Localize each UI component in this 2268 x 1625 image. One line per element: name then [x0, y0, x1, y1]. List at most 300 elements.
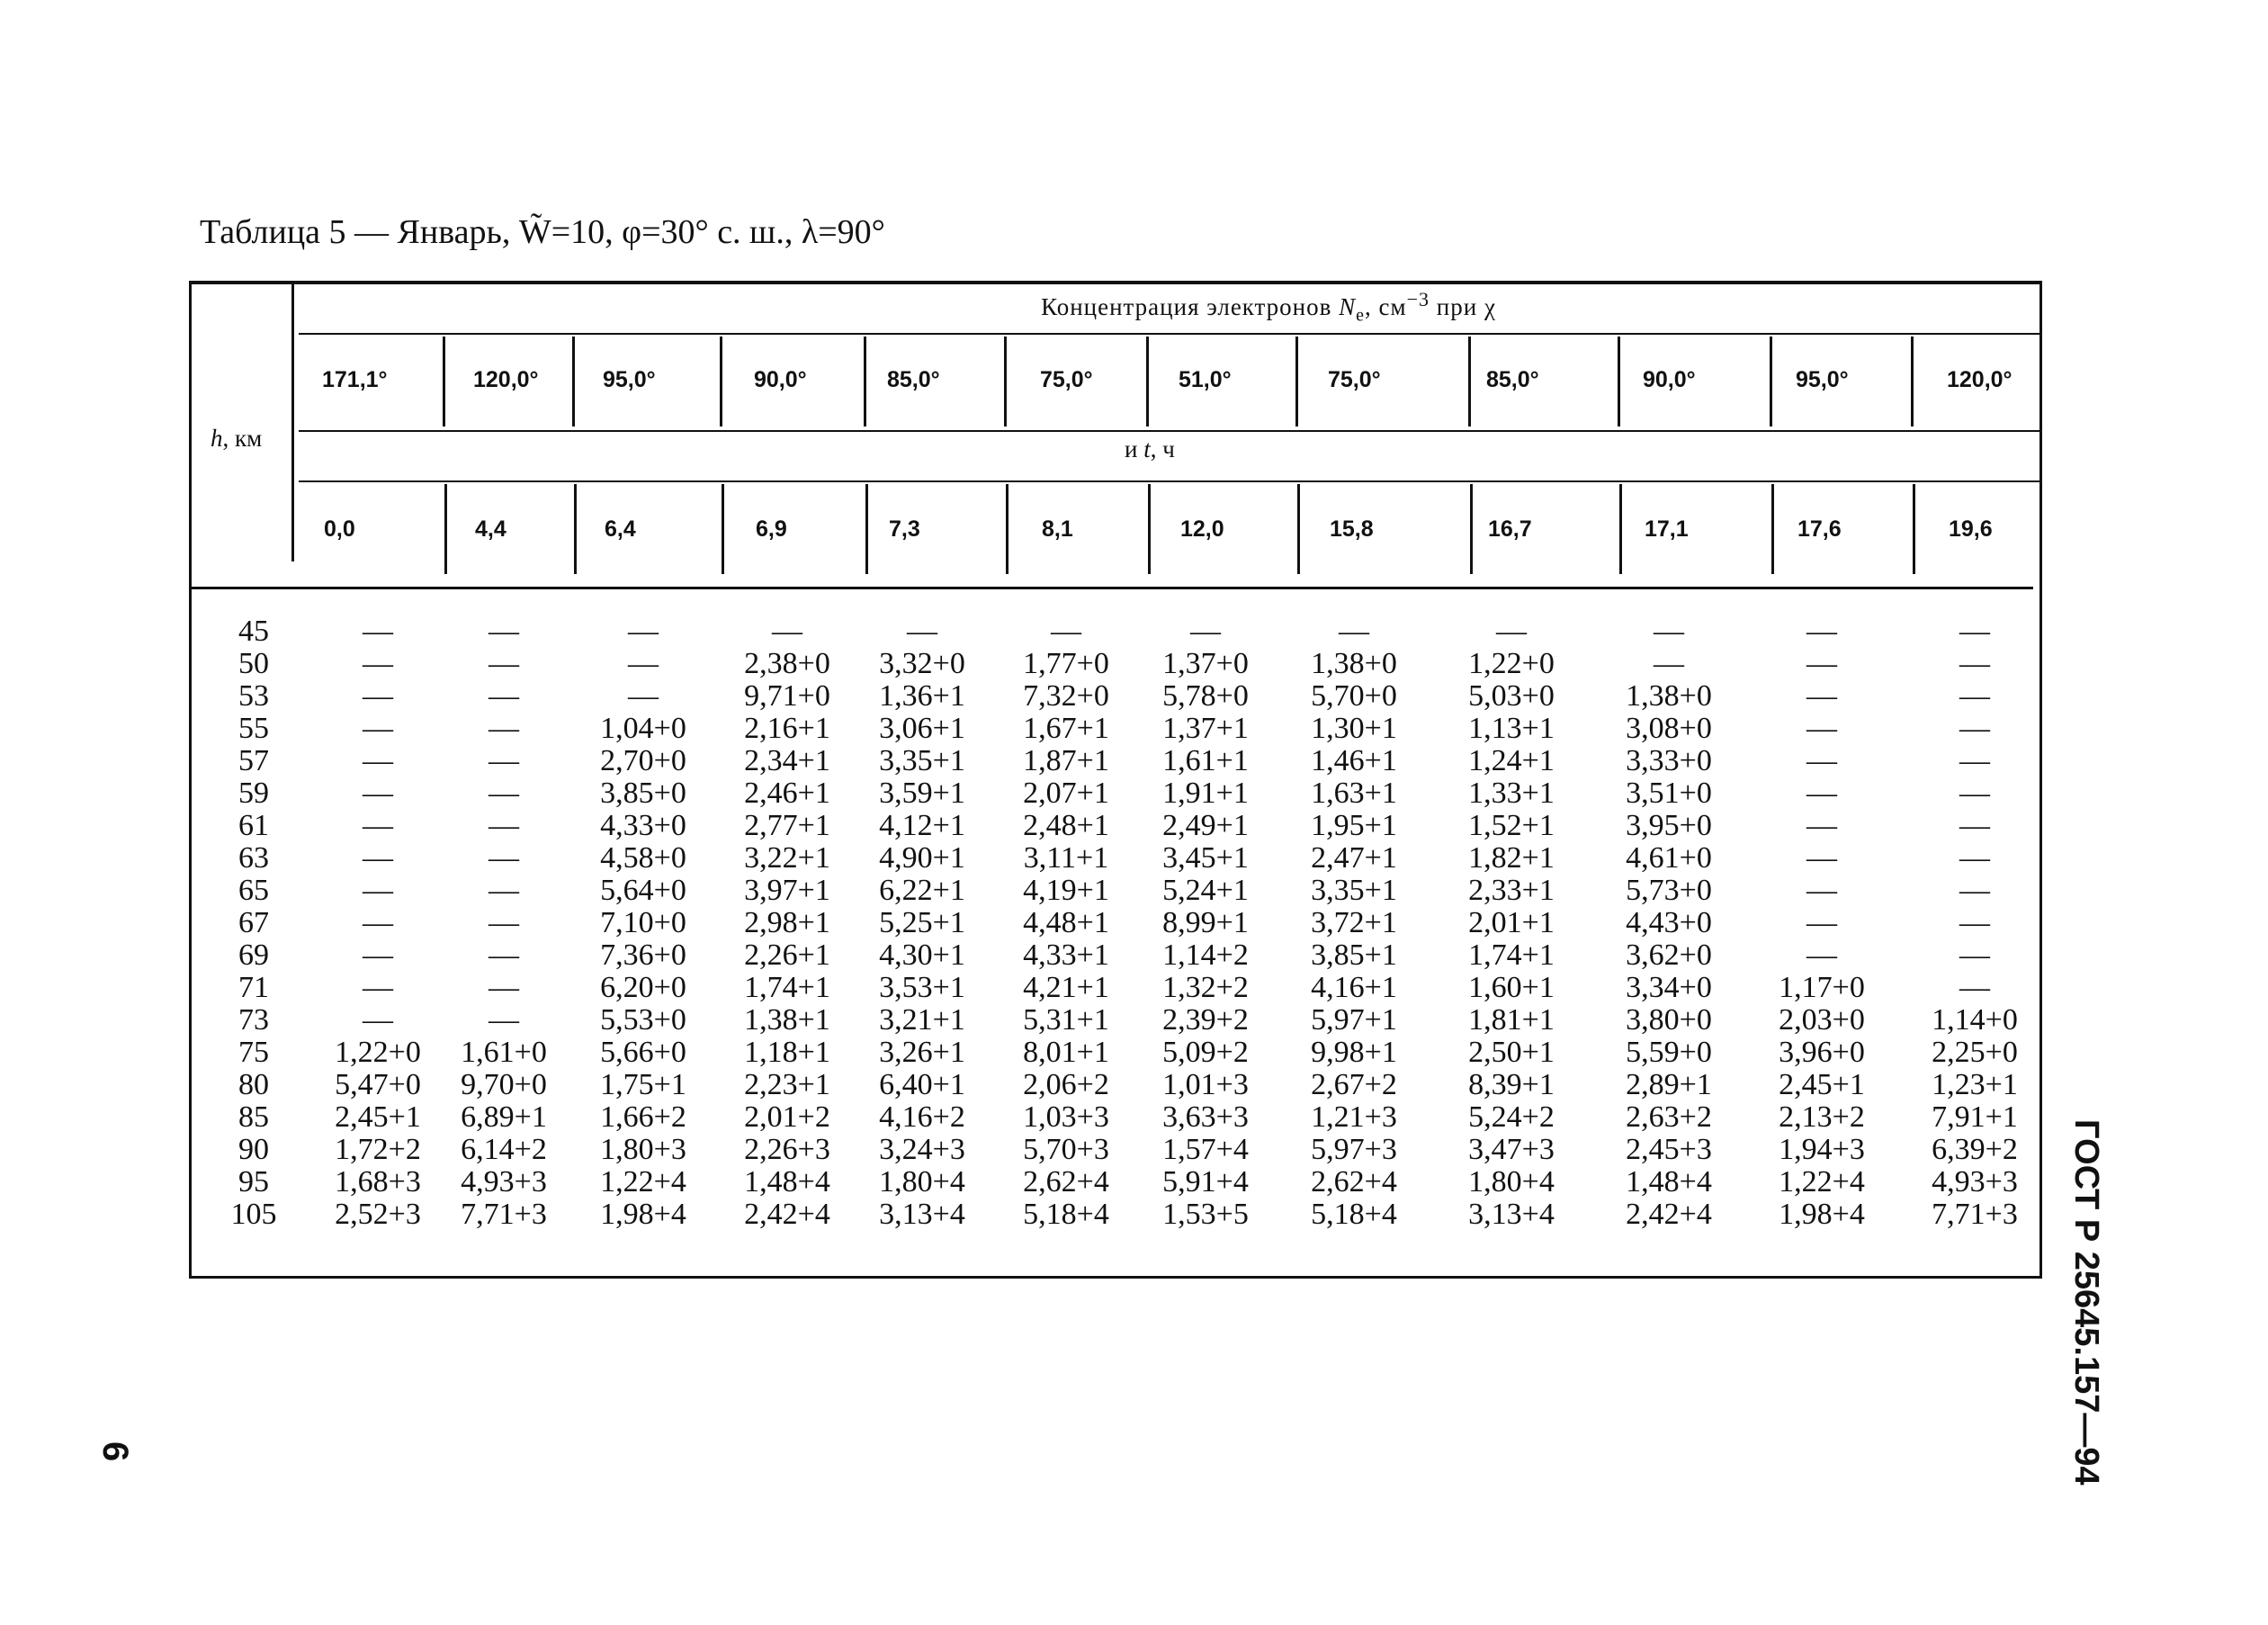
density-cell: 5,73+0 — [1626, 874, 1712, 907]
density-cell: 2,47+1 — [1311, 841, 1397, 875]
time-heading: и t, ч — [1125, 435, 1175, 462]
density-cell: — — [489, 744, 519, 777]
density-cell: 5,25+1 — [879, 906, 965, 939]
density-cell: 1,52+1 — [1468, 809, 1555, 842]
density-cell: 3,59+1 — [879, 777, 965, 810]
height-value: 73 — [238, 1003, 269, 1037]
density-cell: 2,23+1 — [744, 1068, 830, 1101]
chi-column-divider — [720, 337, 722, 426]
t-column-divider — [574, 484, 577, 574]
density-cell: — — [489, 647, 519, 680]
density-cell: 1,01+3 — [1162, 1068, 1249, 1101]
density-cell: — — [363, 679, 393, 713]
density-cell: 1,32+2 — [1162, 971, 1249, 1004]
density-cell: 2,62+4 — [1023, 1165, 1109, 1199]
density-cell: 2,50+1 — [1468, 1036, 1555, 1069]
density-cell: 3,08+0 — [1626, 712, 1712, 745]
t-column-divider — [722, 484, 724, 574]
chi-value: 75,0° — [1040, 367, 1093, 392]
density-cell: 3,34+0 — [1626, 971, 1712, 1004]
electron-density-table — [189, 281, 2042, 1279]
density-cell: 3,35+1 — [879, 744, 965, 777]
density-cell: 2,70+0 — [600, 744, 686, 777]
density-cell: 3,85+0 — [600, 777, 686, 810]
density-cell: 4,93+3 — [1932, 1165, 2018, 1199]
height-value: 65 — [238, 874, 269, 907]
height-value: 90 — [238, 1133, 269, 1166]
density-cell: 1,30+1 — [1311, 712, 1397, 745]
density-cell: 3,13+4 — [879, 1198, 965, 1231]
density-cell: 1,21+3 — [1311, 1100, 1397, 1134]
density-cell: 1,37+1 — [1162, 712, 1249, 745]
concentration-heading: Концентрация электронов $N_e$, $см^{-3}$ при χ — [1041, 288, 1496, 326]
density-cell: 5,53+0 — [600, 1003, 686, 1037]
height-value: 61 — [238, 809, 269, 842]
density-cell: — — [1806, 679, 1837, 713]
density-cell: 3,32+0 — [879, 647, 965, 680]
density-cell: 1,38+0 — [1626, 679, 1712, 713]
density-cell: 5,03+0 — [1468, 679, 1555, 713]
density-cell: 3,51+0 — [1626, 777, 1712, 810]
density-cell: 4,16+1 — [1311, 971, 1397, 1004]
density-cell: 1,22+0 — [1468, 647, 1555, 680]
density-cell: 6,40+1 — [879, 1068, 965, 1101]
density-cell: 9,70+0 — [461, 1068, 547, 1101]
t-value: 15,8 — [1330, 516, 1374, 542]
table-left-border — [189, 281, 192, 1278]
density-cell: 6,89+1 — [461, 1100, 547, 1134]
density-cell: — — [1959, 744, 1990, 777]
height-value: 45 — [238, 615, 269, 648]
density-cell: — — [1654, 647, 1684, 680]
density-cell: 1,48+4 — [744, 1165, 830, 1199]
density-cell: 1,81+1 — [1468, 1003, 1555, 1037]
t-column-divider — [444, 484, 447, 574]
density-cell: 1,48+4 — [1626, 1165, 1712, 1199]
t-column-divider — [1470, 484, 1473, 574]
density-cell: 2,07+1 — [1023, 777, 1109, 810]
density-cell: — — [1496, 615, 1527, 648]
density-cell: 5,66+0 — [600, 1036, 686, 1069]
density-cell: 1,22+4 — [600, 1165, 686, 1199]
density-cell: — — [907, 615, 937, 648]
density-cell: 2,13+2 — [1779, 1100, 1865, 1134]
chi-column-divider — [1295, 337, 1298, 426]
density-cell: 1,75+1 — [600, 1068, 686, 1101]
t-value: 6,4 — [605, 516, 636, 542]
height-value: 57 — [238, 744, 269, 777]
density-cell: 4,58+0 — [600, 841, 686, 875]
t-column-divider — [1148, 484, 1151, 574]
density-cell: 2,45+1 — [1779, 1068, 1865, 1101]
density-cell: 1,38+1 — [744, 1003, 830, 1037]
density-cell: 1,33+1 — [1468, 777, 1555, 810]
density-cell: 5,24+1 — [1162, 874, 1249, 907]
density-cell: 2,26+1 — [744, 938, 830, 972]
density-cell: 1,17+0 — [1779, 971, 1865, 1004]
density-cell: 2,62+4 — [1311, 1165, 1397, 1199]
density-cell: — — [1806, 809, 1837, 842]
density-cell: 9,98+1 — [1311, 1036, 1397, 1069]
density-cell: — — [489, 906, 519, 939]
chi-value: 85,0° — [887, 367, 940, 392]
density-cell: 7,91+1 — [1932, 1100, 2018, 1134]
density-cell: 7,36+0 — [600, 938, 686, 972]
density-cell: 2,46+1 — [744, 777, 830, 810]
height-value: 67 — [238, 906, 269, 939]
density-cell: 1,94+3 — [1779, 1133, 1865, 1166]
chi-value: 75,0° — [1328, 367, 1381, 392]
density-cell: 4,12+1 — [879, 809, 965, 842]
density-cell: — — [363, 744, 393, 777]
density-cell: 1,67+1 — [1023, 712, 1109, 745]
density-cell: 3,21+1 — [879, 1003, 965, 1037]
t-value: 17,6 — [1797, 516, 1842, 542]
chi-value: 171,1° — [322, 367, 388, 392]
density-cell: — — [1959, 906, 1990, 939]
density-cell: 4,93+3 — [461, 1165, 547, 1199]
density-cell: 1,57+4 — [1162, 1133, 1249, 1166]
height-value: 71 — [238, 971, 269, 1004]
density-cell: 3,63+3 — [1162, 1100, 1249, 1134]
density-cell: 2,33+1 — [1468, 874, 1555, 907]
density-cell: 5,59+0 — [1626, 1036, 1712, 1069]
t-column-divider — [1006, 484, 1008, 574]
t-value: 12,0 — [1180, 516, 1224, 542]
density-cell: 5,31+1 — [1023, 1003, 1109, 1037]
density-cell: 3,11+1 — [1023, 841, 1109, 875]
t-column-divider — [1913, 484, 1915, 574]
chi-column-divider — [1911, 337, 1914, 426]
density-cell: 2,63+2 — [1626, 1100, 1712, 1134]
density-cell: 6,20+0 — [600, 971, 686, 1004]
h-column-divider — [291, 284, 294, 561]
density-cell: 8,39+1 — [1468, 1068, 1555, 1101]
chi-column-divider — [1004, 337, 1007, 426]
density-cell: 7,71+3 — [1932, 1198, 2018, 1231]
density-cell: 1,80+4 — [1468, 1165, 1555, 1199]
density-cell: 1,77+0 — [1023, 647, 1109, 680]
chi-value: 51,0° — [1179, 367, 1232, 392]
density-cell: 1,36+1 — [879, 679, 965, 713]
density-cell: — — [489, 809, 519, 842]
density-cell: — — [1051, 615, 1081, 648]
height-value: 105 — [230, 1198, 277, 1231]
density-cell: 7,32+0 — [1023, 679, 1109, 713]
density-cell: 1,80+4 — [879, 1165, 965, 1199]
height-value: 55 — [238, 712, 269, 745]
height-value: 59 — [238, 777, 269, 810]
density-cell: 1,98+4 — [1779, 1198, 1865, 1231]
density-cell: 1,87+1 — [1023, 744, 1109, 777]
density-cell: 2,06+2 — [1023, 1068, 1109, 1101]
density-cell: 2,34+1 — [744, 744, 830, 777]
t-column-divider — [1297, 484, 1300, 574]
density-cell: 4,21+1 — [1023, 971, 1109, 1004]
density-cell: 1,24+1 — [1468, 744, 1555, 777]
table-top-rule — [189, 281, 2042, 284]
height-value: 85 — [238, 1100, 269, 1134]
density-cell: 4,61+0 — [1626, 841, 1712, 875]
chi-column-divider — [1770, 337, 1772, 426]
density-cell: 2,45+3 — [1626, 1133, 1712, 1166]
gost-side-stamp: ГОСТ Р 25645.157—94 — [2067, 1119, 2105, 1486]
density-cell: 3,26+1 — [879, 1036, 965, 1069]
density-cell: — — [489, 712, 519, 745]
chi-value: 85,0° — [1486, 367, 1539, 392]
density-cell: 3,53+1 — [879, 971, 965, 1004]
density-cell: — — [363, 971, 393, 1004]
density-cell: 1,37+0 — [1162, 647, 1249, 680]
density-cell: — — [1959, 809, 1990, 842]
density-cell: 1,66+2 — [600, 1100, 686, 1134]
density-cell: 5,09+2 — [1162, 1036, 1249, 1069]
density-cell: — — [1806, 615, 1837, 648]
density-cell: — — [628, 615, 659, 648]
t-value: 19,6 — [1949, 516, 1993, 542]
density-cell: — — [363, 615, 393, 648]
density-cell: — — [1959, 712, 1990, 745]
density-cell: 1,14+0 — [1932, 1003, 2018, 1037]
density-cell: — — [1959, 777, 1990, 810]
density-cell: — — [363, 906, 393, 939]
density-cell: — — [1959, 971, 1990, 1004]
density-cell: 1,38+0 — [1311, 647, 1397, 680]
density-cell: — — [363, 777, 393, 810]
density-cell: 1,18+1 — [744, 1036, 830, 1069]
density-cell: — — [489, 874, 519, 907]
density-cell: 3,13+4 — [1468, 1198, 1555, 1231]
density-cell: 2,89+1 — [1626, 1068, 1712, 1101]
density-cell: 5,78+0 — [1162, 679, 1249, 713]
density-cell: 1,74+1 — [1468, 938, 1555, 972]
density-cell: 4,33+1 — [1023, 938, 1109, 972]
chi-value: 120,0° — [473, 367, 539, 392]
chi-value: 95,0° — [1796, 367, 1849, 392]
density-cell: — — [1806, 841, 1837, 875]
density-cell: 5,97+3 — [1311, 1133, 1397, 1166]
height-value: 63 — [238, 841, 269, 875]
density-cell: — — [489, 1003, 519, 1037]
density-cell: 6,22+1 — [879, 874, 965, 907]
page-number: 6 — [95, 1441, 135, 1462]
chi-value: 120,0° — [1947, 367, 2013, 392]
density-cell: — — [1806, 874, 1837, 907]
density-cell: 4,16+2 — [879, 1100, 965, 1134]
density-cell: 1,68+3 — [335, 1165, 421, 1199]
density-cell: 8,99+1 — [1162, 906, 1249, 939]
t-column-divider — [1619, 484, 1622, 574]
density-cell: 1,13+1 — [1468, 712, 1555, 745]
density-cell: 5,24+2 — [1468, 1100, 1555, 1134]
density-cell: 1,72+2 — [335, 1133, 421, 1166]
chi-row-rule — [299, 430, 2039, 432]
density-cell: — — [363, 809, 393, 842]
chi-column-divider — [1146, 337, 1149, 426]
t-value: 16,7 — [1488, 516, 1532, 542]
density-cell: 2,01+1 — [1468, 906, 1555, 939]
density-cell: 2,77+1 — [744, 809, 830, 842]
t-value: 6,9 — [756, 516, 787, 542]
density-cell: 2,39+2 — [1162, 1003, 1249, 1037]
table-caption: Таблица 5 — Январь, W̃=10, φ=30° с. ш., λ=90° — [200, 213, 885, 251]
height-value: 75 — [238, 1036, 269, 1069]
density-cell: 2,16+1 — [744, 712, 830, 745]
density-cell: — — [489, 841, 519, 875]
density-cell: 2,98+1 — [744, 906, 830, 939]
density-cell: 1,60+1 — [1468, 971, 1555, 1004]
density-cell: 5,97+1 — [1311, 1003, 1397, 1037]
density-cell: 5,18+4 — [1023, 1198, 1109, 1231]
table-bottom-rule — [189, 1276, 2042, 1279]
density-cell: — — [1339, 615, 1369, 648]
density-cell: — — [1806, 906, 1837, 939]
density-cell: 3,33+0 — [1626, 744, 1712, 777]
density-cell: — — [628, 647, 659, 680]
density-cell: 2,38+0 — [744, 647, 830, 680]
density-cell: — — [363, 874, 393, 907]
density-cell: 5,18+4 — [1311, 1198, 1397, 1231]
density-cell: 5,91+4 — [1162, 1165, 1249, 1199]
density-cell: 2,67+2 — [1311, 1068, 1397, 1101]
height-column-heading: h, км — [211, 425, 263, 452]
t-value: 17,1 — [1645, 516, 1689, 542]
density-cell: 2,26+3 — [744, 1133, 830, 1166]
density-cell: 5,70+0 — [1311, 679, 1397, 713]
density-cell: — — [1806, 647, 1837, 680]
density-cell: 2,01+2 — [744, 1100, 830, 1134]
density-cell: 5,70+3 — [1023, 1133, 1109, 1166]
density-cell: 4,30+1 — [879, 938, 965, 972]
density-cell: 3,72+1 — [1311, 906, 1397, 939]
density-cell: 1,61+0 — [461, 1036, 547, 1069]
density-cell: 3,47+3 — [1468, 1133, 1555, 1166]
density-cell: 1,63+1 — [1311, 777, 1397, 810]
density-cell: 1,46+1 — [1311, 744, 1397, 777]
density-cell: 4,48+1 — [1023, 906, 1109, 939]
density-cell: 5,47+0 — [335, 1068, 421, 1101]
density-cell: 2,48+1 — [1023, 809, 1109, 842]
height-value: 53 — [238, 679, 269, 713]
t-value: 8,1 — [1042, 516, 1073, 542]
density-cell: — — [1654, 615, 1684, 648]
t-value: 0,0 — [324, 516, 355, 542]
t-column-divider — [865, 484, 868, 574]
t-label-rule — [299, 480, 2039, 482]
density-cell: 1,23+1 — [1932, 1068, 2018, 1101]
density-cell: — — [1806, 712, 1837, 745]
density-cell: 1,98+4 — [600, 1198, 686, 1231]
density-cell: 3,62+0 — [1626, 938, 1712, 972]
density-cell: 3,22+1 — [744, 841, 830, 875]
density-cell: — — [772, 615, 802, 648]
t-value: 7,3 — [889, 516, 920, 542]
density-cell: 4,43+0 — [1626, 906, 1712, 939]
density-cell: — — [1190, 615, 1221, 648]
density-cell: 1,22+4 — [1779, 1165, 1865, 1199]
density-cell: — — [489, 938, 519, 972]
density-cell: — — [1806, 938, 1837, 972]
density-cell: 4,33+0 — [600, 809, 686, 842]
density-cell: 1,22+0 — [335, 1036, 421, 1069]
density-cell: 1,03+3 — [1023, 1100, 1109, 1134]
height-value: 50 — [238, 647, 269, 680]
density-cell: — — [489, 971, 519, 1004]
density-cell: — — [363, 647, 393, 680]
density-cell: 2,42+4 — [1626, 1198, 1712, 1231]
density-cell: 2,45+1 — [335, 1100, 421, 1134]
chi-value: 95,0° — [603, 367, 656, 392]
density-cell: 7,71+3 — [461, 1198, 547, 1231]
density-cell: 9,71+0 — [744, 679, 830, 713]
height-value: 80 — [238, 1068, 269, 1101]
density-cell: 2,03+0 — [1779, 1003, 1865, 1037]
chi-value: 90,0° — [754, 367, 807, 392]
density-cell: 1,61+1 — [1162, 744, 1249, 777]
density-cell: 7,10+0 — [600, 906, 686, 939]
density-cell: 3,45+1 — [1162, 841, 1249, 875]
title-rule — [299, 333, 2039, 335]
density-cell: 2,52+3 — [335, 1198, 421, 1231]
density-cell: 2,42+4 — [744, 1198, 830, 1231]
density-cell: 3,97+1 — [744, 874, 830, 907]
density-cell: 1,74+1 — [744, 971, 830, 1004]
density-cell: — — [363, 938, 393, 972]
density-cell: 1,82+1 — [1468, 841, 1555, 875]
density-cell: 1,04+0 — [600, 712, 686, 745]
density-cell: — — [489, 615, 519, 648]
density-cell: 3,95+0 — [1626, 809, 1712, 842]
density-cell: 3,80+0 — [1626, 1003, 1712, 1037]
density-cell: 6,39+2 — [1932, 1133, 2018, 1166]
chi-column-divider — [572, 337, 575, 426]
density-cell: — — [363, 1003, 393, 1037]
height-value: 69 — [238, 938, 269, 972]
chi-value: 90,0° — [1643, 367, 1696, 392]
density-cell: 8,01+1 — [1023, 1036, 1109, 1069]
density-cell: — — [1959, 615, 1990, 648]
density-cell: 2,49+1 — [1162, 809, 1249, 842]
chi-column-divider — [864, 337, 866, 426]
density-cell: 5,64+0 — [600, 874, 686, 907]
density-cell: 4,19+1 — [1023, 874, 1109, 907]
chi-column-divider — [1468, 337, 1471, 426]
t-value: 4,4 — [475, 516, 506, 542]
density-cell: 1,14+2 — [1162, 938, 1249, 972]
density-cell: — — [1959, 938, 1990, 972]
density-cell: — — [1959, 679, 1990, 713]
density-cell: 3,96+0 — [1779, 1036, 1865, 1069]
header-bottom-rule — [189, 587, 2033, 589]
density-cell: 6,14+2 — [461, 1133, 547, 1166]
density-cell: — — [1959, 874, 1990, 907]
density-cell: 3,24+3 — [879, 1133, 965, 1166]
density-cell: 1,53+5 — [1162, 1198, 1249, 1231]
height-value: 95 — [238, 1165, 269, 1199]
density-cell: — — [1959, 647, 1990, 680]
density-cell: — — [1806, 744, 1837, 777]
density-cell: 4,90+1 — [879, 841, 965, 875]
density-cell: — — [1806, 777, 1837, 810]
density-cell: — — [628, 679, 659, 713]
chi-column-divider — [1618, 337, 1620, 426]
density-cell: 1,80+3 — [600, 1133, 686, 1166]
chi-column-divider — [443, 337, 445, 426]
density-cell: — — [1959, 841, 1990, 875]
density-cell: 3,35+1 — [1311, 874, 1397, 907]
density-cell: — — [363, 712, 393, 745]
density-cell: 1,95+1 — [1311, 809, 1397, 842]
